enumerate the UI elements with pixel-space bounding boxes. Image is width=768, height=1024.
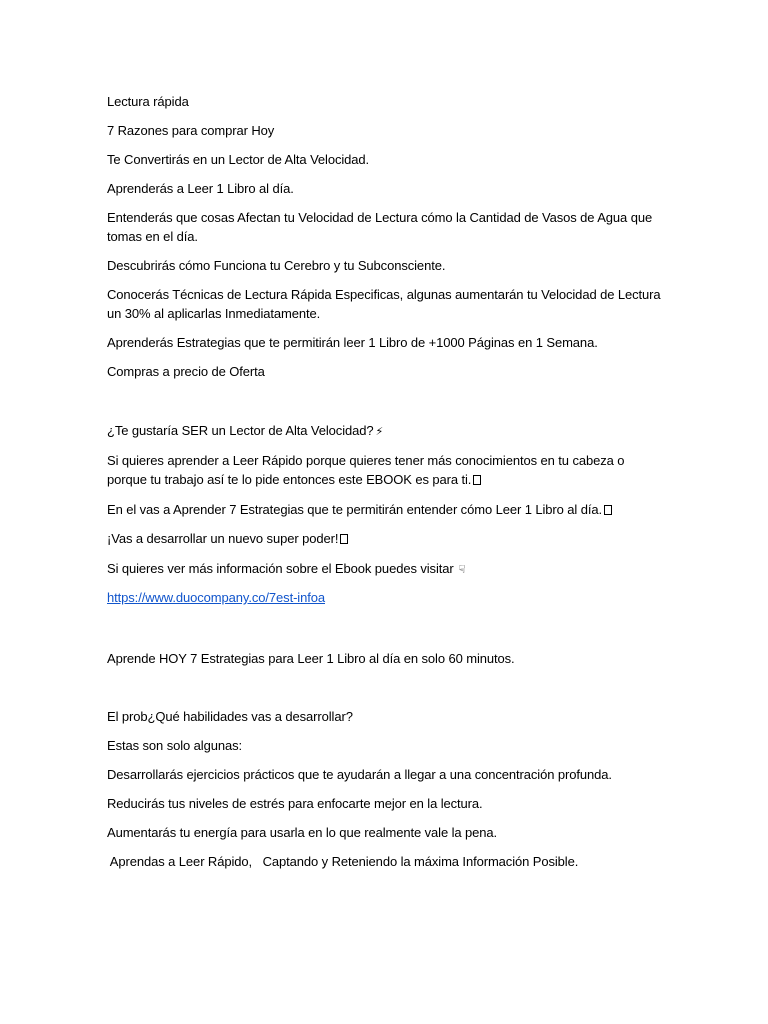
pointing-down-icon: ☟ [458,563,466,576]
paragraph: Descubrirás cómo Funciona tu Cerebro y tu Subconsciente. [107,258,446,273]
paragraph: Aprendas a Leer Rápido, Captando y Reteniendo la máxima Información Posible. [107,854,579,869]
paragraph: El prob¿Qué habilidades vas a desarrollar? [107,709,353,724]
paragraph: Entenderás que cosas Afectan tu Velocidad de Lectura cómo la Cantidad de Vasos de Agua que tomas en el día. [107,210,653,244]
paragraph-text: Si quieres ver más información sobre el Ebook puedes visitar [107,561,454,576]
missing-glyph-icon [340,534,348,544]
paragraph: Desarrollarás ejercicios prácticos que te ayudarán a llegar a una concentración profunda. [107,767,612,782]
missing-glyph-icon [604,505,612,515]
paragraph: Compras a precio de Oferta [107,364,265,379]
paragraph [107,500,612,519]
paragraph: Reducirás tus niveles de estrés para enfocarte mejor en la lectura. [107,796,483,811]
missing-glyph-icon [473,475,481,485]
doc-title: Lectura rápida [107,94,189,109]
paragraph-text: ¿Te gustaría SER un Lector de Alta Velocidad? [107,423,374,438]
paragraph: Aumentarás tu energía para usarla en lo que realmente vale la pena. [107,825,498,840]
paragraph [107,421,383,441]
paragraph: Aprenderás a Leer 1 Libro al día. [107,181,294,196]
paragraph-text: ¡Vas a desarrollar un nuevo super poder! [107,531,339,546]
paragraph [107,451,667,489]
paragraph: Estas son solo algunas: [107,738,243,753]
doc-subtitle: 7 Razones para comprar Hoy [107,123,275,138]
paragraph: Aprenderás Estrategias que te permitirán leer 1 Libro de +1000 Páginas en 1 Semana. [107,335,598,350]
paragraph-text: En el vas a Aprender 7 Estrategias que te permitirán entender cómo Leer 1 Libro al día. [107,502,602,517]
ebook-link[interactable]: https://www.duocompany.co/7est-infoa [107,590,325,605]
paragraph [107,529,348,548]
paragraph-text: Si quieres aprender a Leer Rápido porque quieres tener más conocimientos en tu cabeza o porque tu trabajo así te lo pide entonces este EBOOK es para ti. [107,453,625,487]
paragraph: Aprende HOY 7 Estrategias para Leer 1 Libro al día en solo 60 minutos. [107,651,515,666]
paragraph: Te Convertirás en un Lector de Alta Velocidad. [107,152,370,167]
paragraph: Conocerás Técnicas de Lectura Rápida Especificas, algunas aumentarán tu Velocidad de Lectura un 30% al aplicarlas Inmediatamente. [107,287,661,321]
lightning-icon: ⚡ [375,425,384,438]
paragraph [107,559,465,579]
